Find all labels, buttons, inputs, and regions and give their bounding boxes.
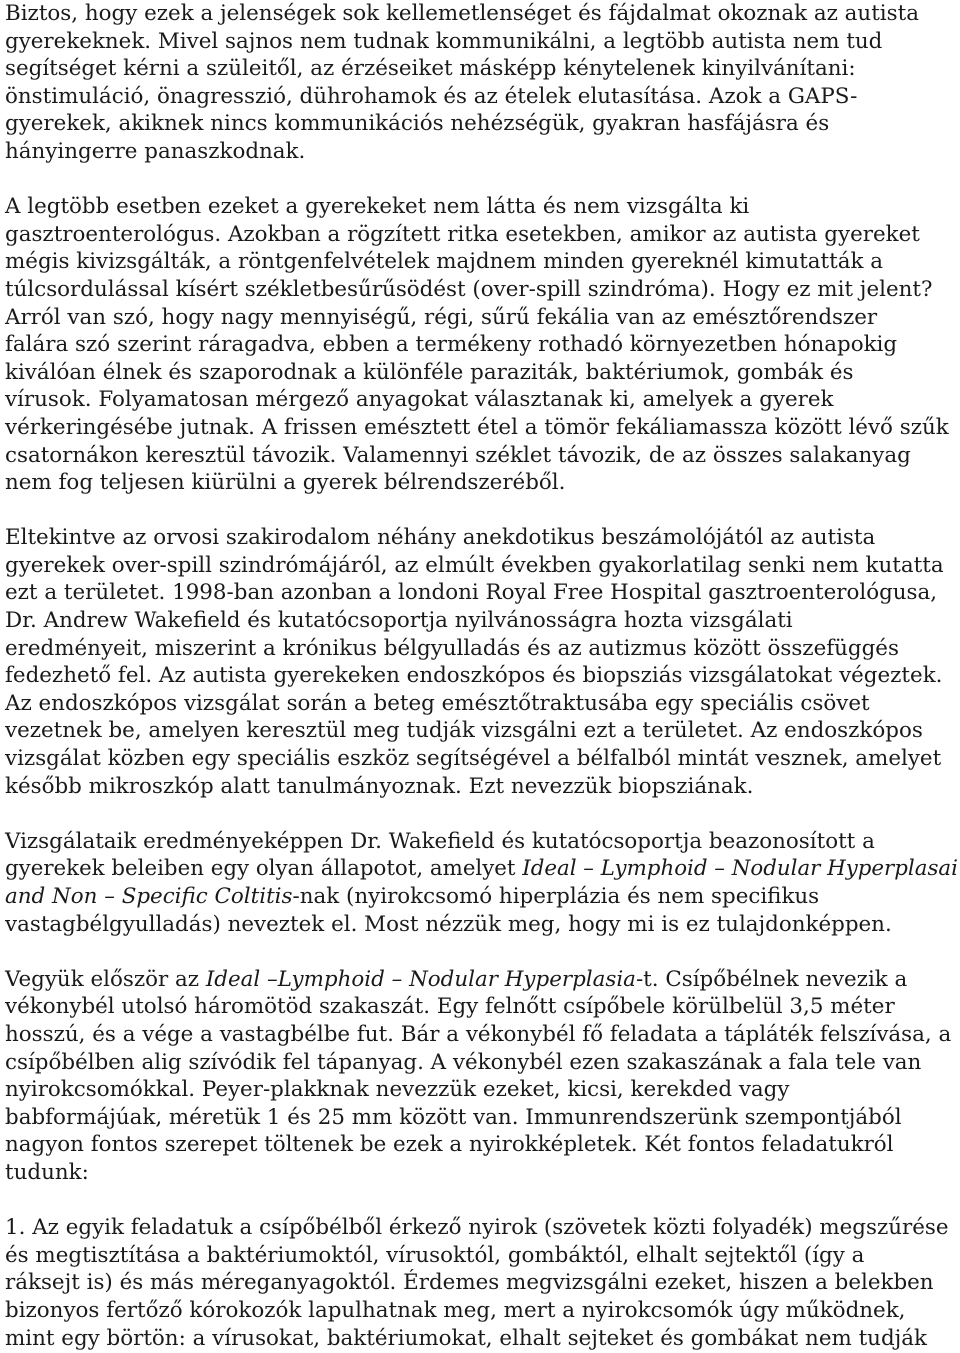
text-line: vérkeringésébe jutnak. A frissen emésztett étel a tömör fekáliamassza között lévő szűk: [5, 414, 949, 440]
paragraph-6: [5, 1214, 958, 1352]
text-line: ezt a területet. 1998-ban azonban a londoni Royal Free Hospital gasztroenterológusa,: [5, 580, 938, 606]
text-line: nyirokcsomókkal. Peyer-plakknak nevezzük ezeket, kicsi, kerekded vagy: [5, 1077, 790, 1103]
paragraph-4: [5, 828, 958, 938]
text-line: bizonyos fertőző kórokozók lapulhatnak meg, mert a nyirokcsomók úgy működnek,: [5, 1297, 906, 1323]
text-line: [5, 966, 958, 994]
text-line: Biztos, hogy ezek a jelenségek sok kellemetlenséget és fájdalmat okoznak az autista: [5, 1, 919, 26]
text-line: vizsgálat közben egy speciális eszköz segítségével a bélfalból mintát vesznek, amelyet: [5, 746, 942, 772]
italic-term: Ideal –Lymphoid – Nodular Hyperplasia: [205, 966, 636, 992]
text-run: -nak (nyirokcsomó hiperplázia és nem specifikus: [292, 884, 820, 909]
text-line: később mikroszkóp alatt tanulmányoznak. Ezt nevezzük biopsziának.: [5, 773, 754, 799]
text-line: önstimuláció, önagresszió, dührohamok és az ételek elutasítása. Azok a GAPS-: [5, 83, 858, 109]
paragraph-gap: [5, 166, 958, 194]
text-run: gyerekek beleiben egy olyan állapotot, amelyet: [5, 856, 523, 882]
text-line: gyerekeknek. Mivel sajnos nem tudnak kommunikálni, a legtöbb autista nem tud: [5, 28, 883, 54]
text-line: hosszú, és a vége a vastagbélbe fut. Bár a vékonybél fő feladata a tápláték felszívása, a: [5, 1021, 952, 1047]
text-line: 1. Az egyik feladatuk a csípőbélből érkező nyirok (szövetek közti folyadék) megszűrése: [5, 1215, 949, 1241]
text-line: hányingerre panaszkodnak.: [5, 138, 306, 164]
italic-term: and Non – Specific Coltitis: [5, 884, 293, 909]
text-line: vezetnek be, amelyen keresztül meg tudják vizsgálni ezt a területet. Az endoszkópos: [5, 718, 923, 744]
paragraph-5: [5, 966, 958, 1187]
text-run: -t. Csípőbélnek nevezik a: [635, 966, 908, 992]
text-line: vékonybél utolsó háromötöd szakaszát. Egy felnőtt csípőbele körülbelül 3,5 méter: [5, 994, 895, 1020]
text-line: tudunk:: [5, 1159, 89, 1185]
text-line: nem fog teljesen kiürülni a gyerek bélrendszeréből.: [5, 470, 566, 496]
text-line: babformájúak, méretük 1 és 25 mm között van. Immunrendszerünk szempontjából: [5, 1104, 902, 1130]
text-line: eredményeit, miszerint a krónikus bélgyulladás és az autizmus között összefüggés: [5, 635, 899, 661]
text-line: fedezhető fel. Az autista gyerekeken endoszkópos és biopsziás vizsgálatokat végeztek.: [5, 663, 943, 689]
paragraph-2: [5, 193, 958, 497]
text-line: segítséget kérni a szüleitől, az érzéseiket másképp kénytelenek kinyilvánítani:: [5, 56, 856, 82]
text-line: csípőbélben alig szívódik fel tápanyag. A vékonybél ezen szakaszának a fala tele van: [5, 1049, 922, 1075]
paragraph-1: [5, 0, 958, 166]
text-run: Vegyük először az: [5, 966, 206, 992]
text-line: mégis kivizsgálták, a röntgenfelvételek majdnem minden gyereknél kimutatták a: [5, 249, 883, 275]
text-line: [5, 855, 958, 883]
text-line: és megtisztítása a baktériumoktól, vírusoktól, gombáktól, elhalt sejtektől (így a: [5, 1242, 865, 1268]
text-line: gyerekek, akiknek nincs kommunikációs nehézségük, gyakran hasfájásra és: [5, 111, 830, 137]
paragraph-3: [5, 524, 958, 800]
text-line: Dr. Andrew Wakefield és kutatócsoportja nyilvánosságra hozta vizsgálati: [5, 608, 793, 634]
text-line: túlcsordulással kísért székletbesűrűsödést (over-spill szindróma). Hogy ez mit jelent?: [5, 276, 933, 302]
paragraph-gap: [5, 1187, 958, 1215]
text-line: A legtöbb esetben ezeket a gyerekeket nem látta és nem vizsgálta ki: [5, 194, 750, 220]
text-line: gasztroenterológus. Azokban a rögzített ritka esetekben, amikor az autista gyereket: [5, 221, 920, 247]
document-page: [5, 0, 958, 1352]
italic-term: Ideal – Lymphoid – Nodular Hyperplasai: [522, 856, 958, 882]
text-line: Eltekintve az orvosi szakirodalom néhány anekdotikus beszámolójától az autista: [5, 525, 876, 551]
text-line: vastagbélgyulladás) neveztek el. Most nézzük meg, hogy mi is ez tulajdonképpen.: [5, 911, 892, 937]
paragraph-gap: [5, 800, 958, 828]
text-line: kiválóan élnek és szaporodnak a különféle paraziták, baktériumok, gombák és: [5, 359, 854, 385]
text-line: ráksejt is) és más méreganyagoktól. Érdemes megvizsgálni ezeket, hiszen a belekben: [5, 1270, 934, 1296]
paragraph-gap: [5, 938, 958, 966]
text-line: Vizsgálataik eredményeképpen Dr. Wakefield és kutatócsoportja beazonosított a: [5, 828, 875, 854]
text-line: Az endoszkópos vizsgálat során a beteg emésztőtraktusába egy speciális csövet: [5, 690, 870, 716]
text-line: nagyon fontos szerepet töltenek be ezek a nyirokképletek. Két fontos feladatukról: [5, 1132, 894, 1158]
text-line: gyerekek over-spill szindrómájáról, az elmúlt években gyakorlatilag senki nem kutatta: [5, 552, 944, 578]
text-line: mint egy börtön: a vírusokat, baktériumokat, elhalt sejteket és gombákat nem tudják: [5, 1325, 927, 1351]
text-line: [5, 883, 958, 911]
text-line: vírusok. Folyamatosan mérgező anyagokat választanak ki, amelyek a gyerek: [5, 387, 834, 413]
text-line: falára szó szerint ráragadva, ebben a termékeny rothadó környezetben hónapokig: [5, 332, 898, 358]
text-line: Arról van szó, hogy nagy mennyiségű, régi, sűrű fekália van az emésztőrendszer: [5, 304, 878, 330]
paragraph-gap: [5, 497, 958, 525]
text-line: csatornákon keresztül távozik. Valamennyi széklet távozik, de az összes salakanyag: [5, 442, 911, 468]
